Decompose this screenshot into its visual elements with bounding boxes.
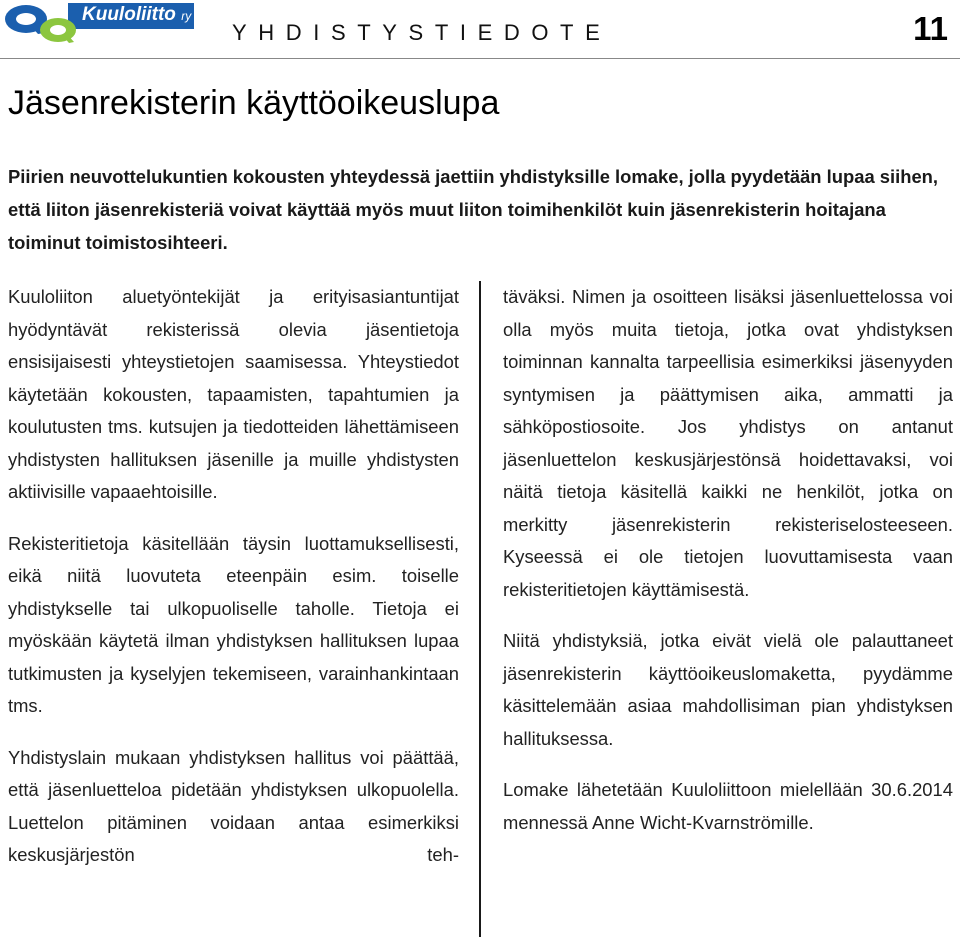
page-number: 11 [913, 10, 948, 47]
body-paragraph: Kuuloliiton aluetyöntekijät ja erityisasiantuntijat hyödyntävät rekisterissä olevia jäsentietoja ensisijaisesti yhteystietojen saamisessa. Yhteystiedot käytetään kokousten, tapaamisten, tapahtumien ja koulutusten tms. kutsujen ja tiedotteiden lähettämiseen yhdistysten hallituksen jäsenille ja muille yhdistysten aktiivisille vapaaehtoisille. [8, 286, 459, 502]
newsletter-title: YHDISTYSTIEDOTE [232, 20, 612, 45]
article-lead: Piirien neuvottelukuntien kokousten yhteydessä jaettiin yhdistyksille lomake, jolla pyydetään lupaa siihen, että liiton jäsenrekisteriä voivat käyttää myös muut liiton toimihenkilöt kuin jäsenrekisterin hoitajana toiminut toimistosihteeri. [8, 166, 939, 253]
right-column [503, 281, 953, 858]
body-paragraph: Niitä yhdistyksiä, jotka eivät vielä ole palauttaneet jäsenrekisterin käyttöoikeuslomaketta, pyydämme käsittelemään asiaa mahdollisiman pian yhdistyksen hallituksessa. [503, 630, 953, 749]
body-paragraph: täväksi. Nimen ja osoitteen lisäksi jäsenluettelossa voi olla myös muita tietoja, jotka ovat yhdistyksen toiminnan kannalta tarpeellisia esimerkiksi jäsenyyden syntymisen ja päättymisen aika, ammatti ja sähköpostiosoite. Jos yhdistys on antanut jäsenluettelon keskusjärjestönsä hoidettavaksi, voi näitä tietoja käsitellä kaikki ne henkilöt, jotka on merkitty jäsenrekisterin rekisteriselosteeseen. Kyseessä ei ole tietojen luovuttamisesta vaan rekisteritietojen käyttämisestä. [503, 286, 953, 600]
logo-wordmark: Kuuloliitto ry [82, 4, 192, 25]
header-divider [0, 58, 960, 59]
body-paragraph: Yhdistyslain mukaan yhdistyksen hallitus voi päättää, että jäsenluetteloa pidetään yhdistyksen ulkopuolella. Luettelon pitäminen voidaan antaa esimerkiksi keskusjärjestön teh- [8, 746, 459, 865]
body-paragraph: Lomake lähetetään Kuuloliittoon mielellään 30.6.2014 mennessä Anne Wicht-Kvarnströmille. [503, 779, 953, 833]
body-paragraph: Rekisteritietoja käsitellään täysin luottamuksellisesti, eikä niitä luovuteta eteenpäin esim. toiselle yhdistykselle tai ulkopuoliselle taholle. Tietoja ei myöskään käytetä ilman yhdistyksen hallituksen lupaa tutkimusten ja kyselyjen tekemiseen, varainhankintaan tms. [8, 532, 459, 716]
page-header [0, 0, 960, 60]
article-title: Jäsenrekisterin käyttöoikeuslupa [8, 84, 500, 122]
kuuloliitto-logo [4, 3, 194, 45]
column-divider [479, 281, 481, 937]
left-column [8, 281, 459, 891]
